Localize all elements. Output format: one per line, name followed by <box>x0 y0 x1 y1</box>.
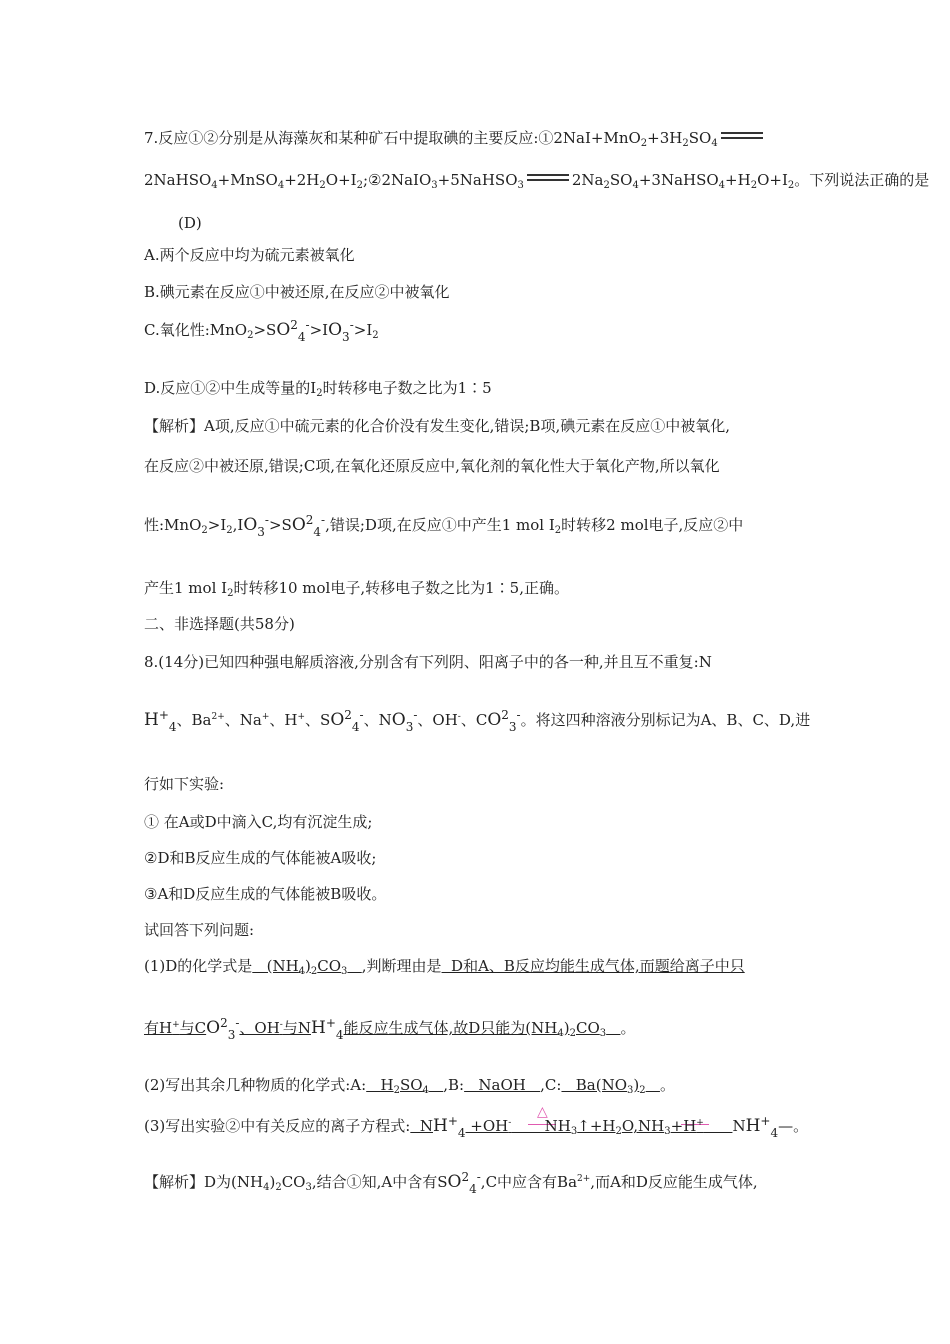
q7-option-c: C.氧化性$:MnO_2>SO24->IO3->I_2$ <box>144 318 379 344</box>
q8-part1-line1: (1)D的化学式是 $(NH_4)_2CO_3$ ,判断理由是 D和A、B反应均能生成气体,而题给离子中只 <box>144 957 745 977</box>
q8-part1-line2: 有H+与CO23-、OH-与NH+4能反应生成气体,故D只能为$(NH_4)_2CO_3$ 。 <box>144 1016 636 1042</box>
q8-part2: (2)写出其余几种物质的化学式:A: $H_2SO_4$ ,B: NaOH ,C: $Ba(NO_3)_2$ 。 <box>144 1076 675 1096</box>
q7-option-b: B.碘元素在反应①中被还原,在反应②中被氧化 <box>144 283 450 301</box>
answer-blank: $(NH_4)_2CO_3$ <box>252 957 348 977</box>
q7-analysis-line1: 【解析】A项,反应①中硫元素的化合价没有发生变化,错误;B项,碘元素在反应①中被氧化, <box>144 417 730 435</box>
q7-analysis-line2: 在反应②中被还原,错误;C项,在氧化还原反应中,氧化剂的氧化性大于氧化产物,所以氧化 <box>144 457 720 475</box>
q8-experiment-1: ① 在A或D中滴入C,均有沉淀生成; <box>144 813 373 831</box>
answer-blank: D和A、B反应均能生成气体,而题给离子中只 <box>441 957 745 975</box>
equals-sign <box>527 174 569 181</box>
heat-symbol-icon: △ <box>537 1104 548 1120</box>
q7-analysis-line4: 产生1 mol $I_2$时转移10 mol电子,转移电子数之比为1∶5,正确。 <box>144 579 569 599</box>
section-heading: 二、非选择题(共58分) <box>144 615 295 633</box>
q8-part3: (3)写出实验②中有关反应的离子方程式: NH+4 +OH- $NH_3↑+H_2O,NH_3+H^+$ NH+4—。 <box>144 1114 809 1140</box>
q7-option-a: A.两个反应中均为硫元素被氧化 <box>144 246 355 264</box>
q8-analysis-line1: 【解析】D为$(NH_4)_2CO_3$,结合①知,A中含有SO24-,C中应含有$Ba^{2+}$,而A和D反应能生成气体, <box>144 1170 758 1196</box>
q8-stem-line3: 行如下实验: <box>144 775 225 793</box>
q7-stem-line1: 7.反应①②分别是从海藻灰和某种矿石中提取碘的主要反应$:①2NaI+MnO_2+3H_2SO_4$ <box>144 128 766 148</box>
q7-answer: (D) <box>178 214 202 232</box>
equals-sign <box>721 132 763 139</box>
q8-prompt: 试回答下列问题: <box>144 921 255 939</box>
q7-option-d: D.反应①②中生成等量的$I_2$时转移电子数之比为1∶5 <box>144 379 492 399</box>
q8-experiment-2: ②D和B反应生成的气体能被A吸收; <box>144 849 377 867</box>
q8-stem-line1: 8.(14分)已知四种强电解质溶液,分别含有下列阴、阳离子中的各一种,并且互不重复:N <box>144 653 712 671</box>
q7-analysis-line3: 性$:MnO_2>I_2,IO3->SO24-$,错误;D项,在反应①中产生1 mol $I_2$时转移2 mol电子,反应②中 <box>144 513 744 539</box>
q7-stem-line2: $2NaHSO_4+MnSO_4+2H_2O+I_2;②2NaIO_3+5NaHSO_3$ $2Na_2SO_4+3NaHSO_4+H_2O+I_2$。下列说法正确的是 <box>144 171 930 191</box>
q8-experiment-3: ③A和D反应生成的气体能被B吸收。 <box>144 885 387 903</box>
q8-ions-line: H+4、$Ba^{2+}$、Na+、H+、SO24-、NO3-、OH-、CO23-。将这四种溶液分别标记为A、B、C、D,进 <box>144 708 811 734</box>
